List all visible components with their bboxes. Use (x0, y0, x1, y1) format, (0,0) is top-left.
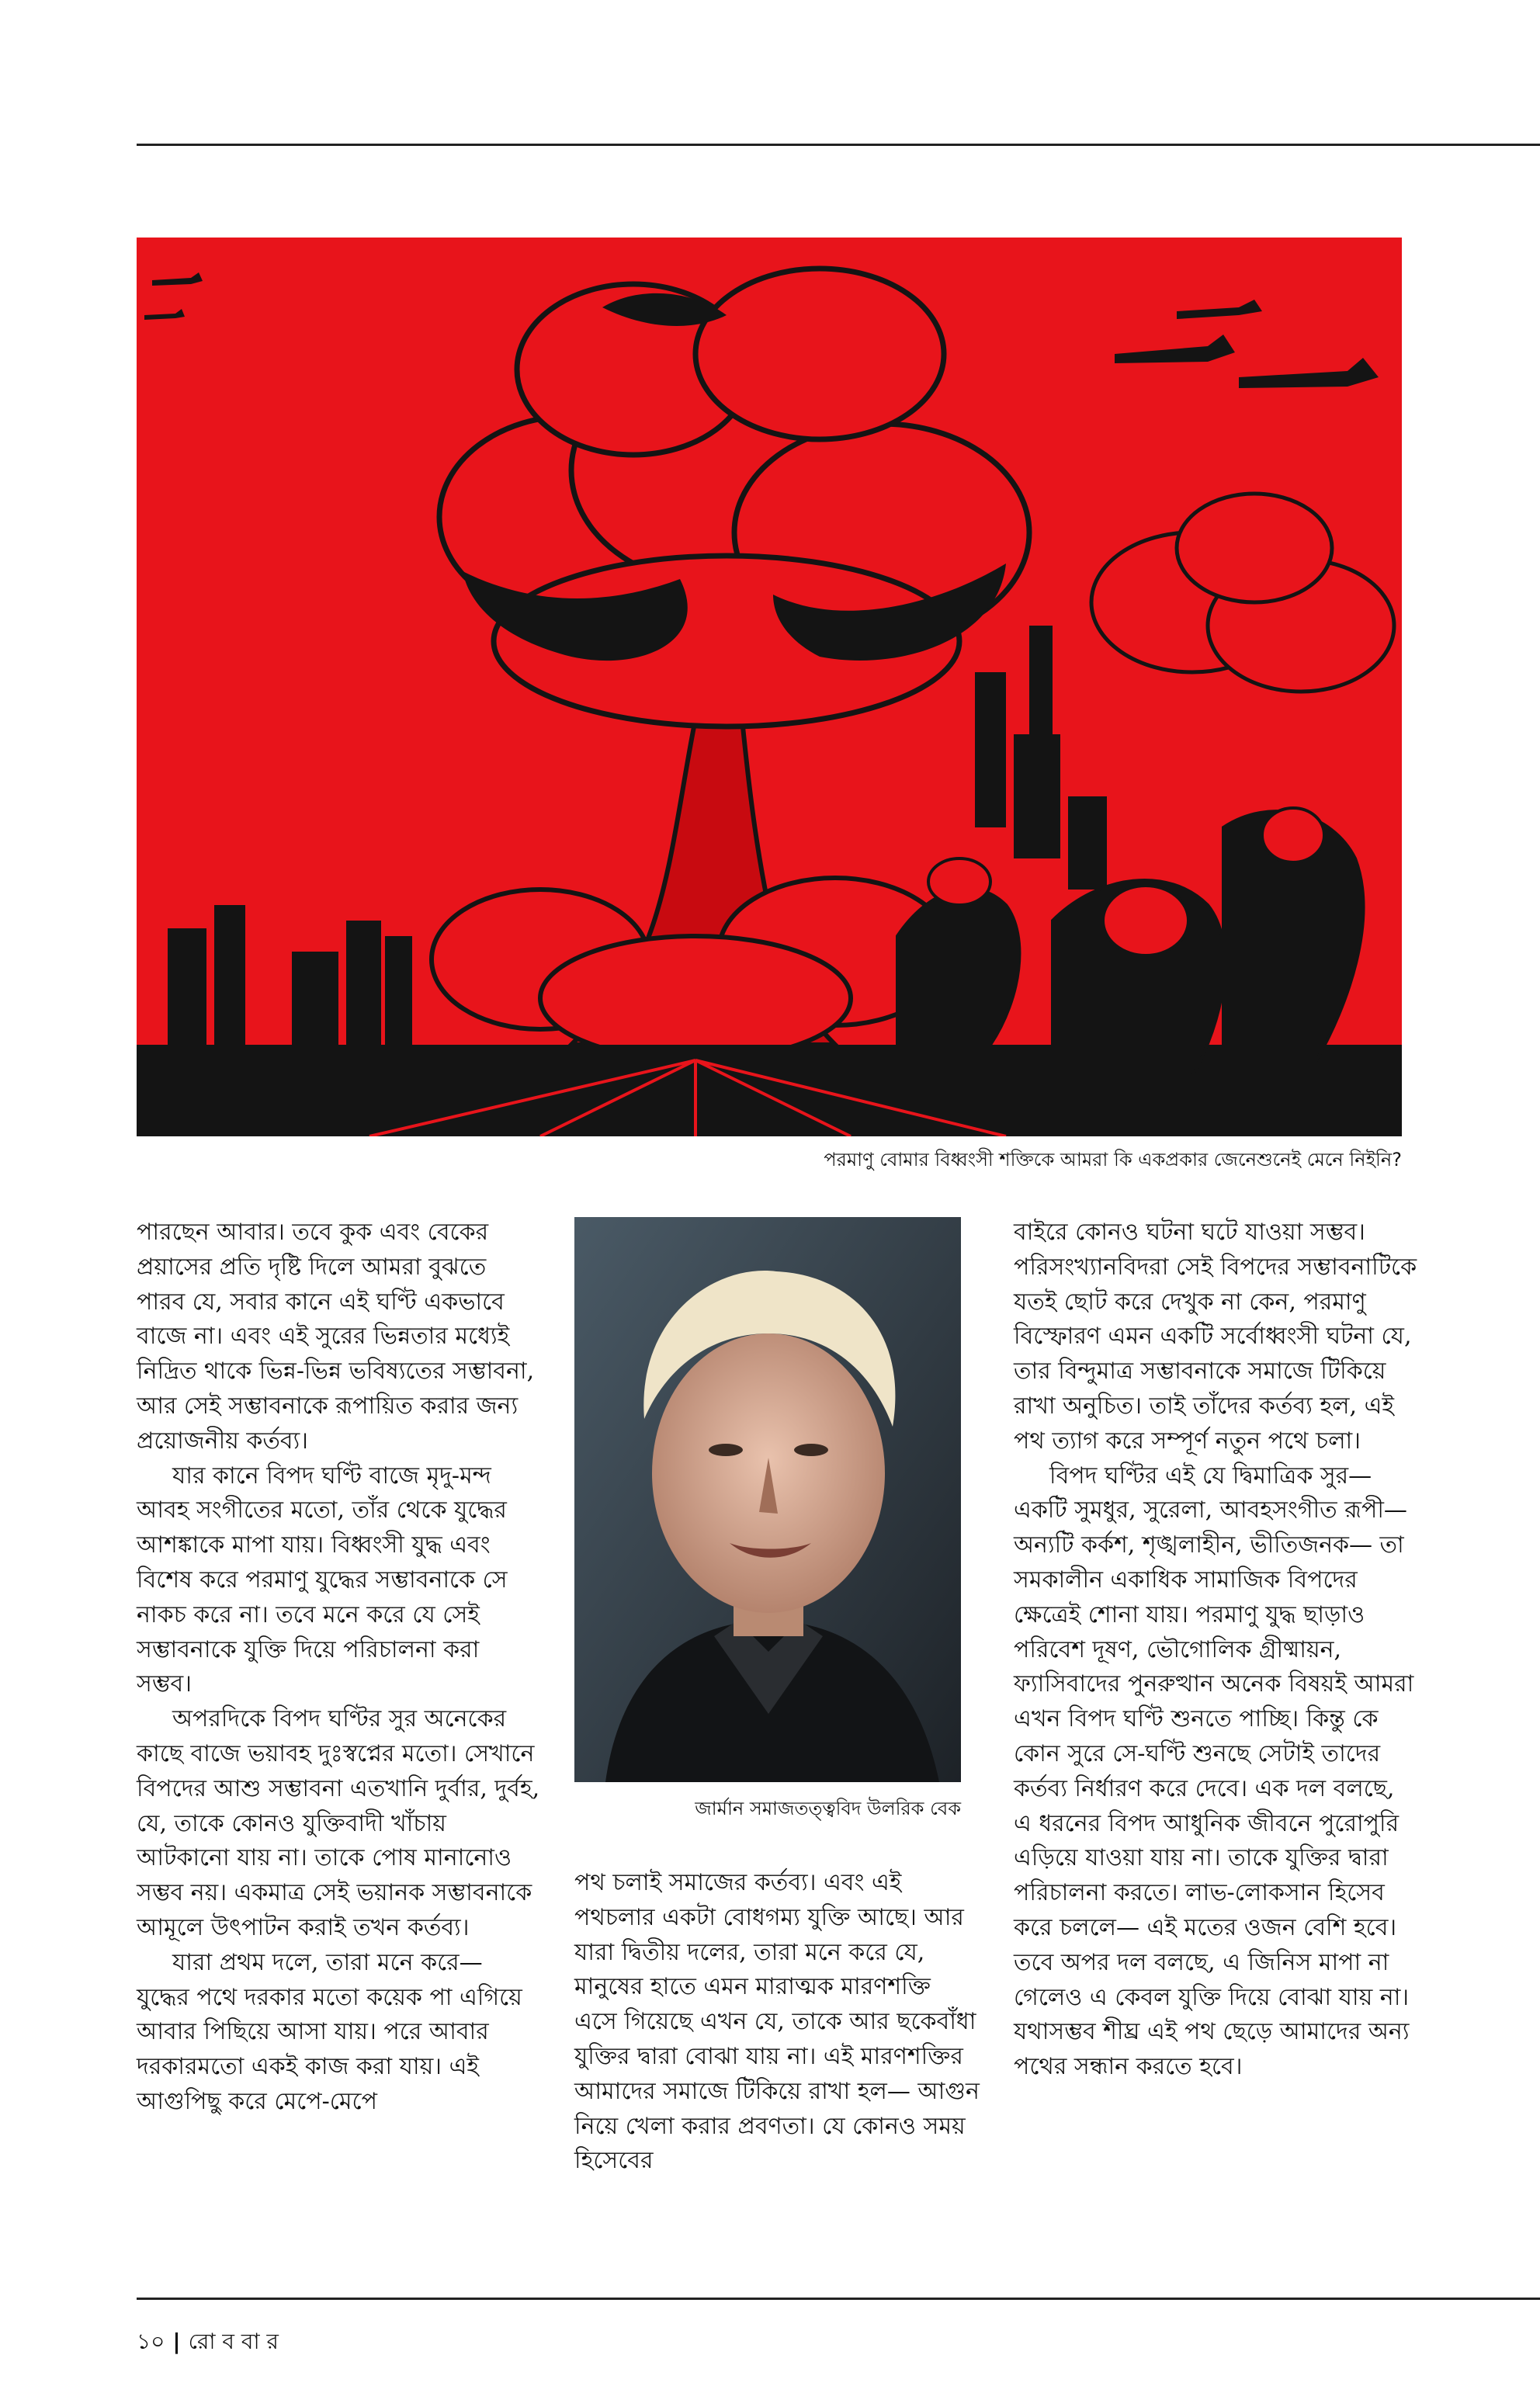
right-eye (794, 1444, 828, 1456)
magazine-name: রো ব বা র (188, 2329, 279, 2354)
paragraph: পথ চলাই সমাজের কর্তব্য। এবং এই পথচলার একটা বোধগম্য যুক্তি আছে। আর যারা দ্বিতীয় দলের, তারা মনে করে যে, মানুষের হাতে এমন মারাত্মক মারণশক্তি এসে গিয়েছে এখন যে, তাকে আর ছকেবাঁধা যুক্তির দ্বারা বোঝা যায় না। এই মারণশক্তির আমাদের সমাজে টিকিয়ে রাখা হল— আগুন নিয়ে খেলা করার প্রবণতা। যে কোনও সময় হিসেবের (574, 1869, 980, 2175)
nuclear-war-illustration (137, 238, 1402, 1136)
paragraph: বাইরে কোনও ঘটনা ঘটে যাওয়া সম্ভব। পরিসংখ্যানবিদরা সেই বিপদের সম্ভাবনাটিকে যতই ছোট করে দেখুক না কেন, পরমাণু বিস্ফোরণ এমন একটি সর্বোধ্বংসী ঘটনা যে, তার বিন্দুমাত্র সম্ভাবনাকে সমাজে টিকিয়ে রাখা অনুচিত। তাই তাঁদের কর্তব্য হল, এই পথ ত্যাগ করে সম্পূর্ণ নতুন পথে চলা। (1014, 1219, 1417, 1455)
portrait-photo (574, 1217, 961, 1782)
paragraph: যারা প্রথম দলে, তারা মনে করে— যুদ্ধের পথে দরকার মতো কয়েক পা এগিয়ে আবার পিছিয়ে আসা যায়। পরে আবার দরকারমতো একই কাজ করা যায়। এই আগুপিছু করে মেপে-মেপে (137, 1948, 522, 2115)
illustration-caption: পরমাণু বোমার বিধ্বংসী শক্তিকে আমরা কি একপ্রকার জেনেশুনেই মেনে নিইনি? (824, 1149, 1402, 1170)
footer-separator: | (172, 2329, 181, 2354)
ground (137, 1045, 1402, 1136)
page-number: ১০ (137, 2329, 165, 2354)
paragraph: অপরদিকে বিপদ ঘণ্টির সুর অনেকের কাছে বাজে ভয়াবহ দুঃস্বপ্নের মতো। সেখানে বিপদের আশু সম্ভাবনা এতখানি দুর্বার, দুর্বহ, যে, তাকে কোনও যুক্তিবাদী খাঁচায় আটকানো যায় না। তাকে পোষ মানানোও সম্ভব নয়। একমাত্র সেই ভয়ানক সম্ভাবনাকে আমূলে উৎপাটন করাই তখন কর্তব্য। (137, 1705, 540, 1941)
mushroom-cap (439, 269, 1029, 727)
page-footer (137, 2325, 279, 2361)
bottom-rule (137, 2298, 1540, 2300)
top-rule (137, 144, 1540, 146)
paragraph: বিপদ ঘণ্টির এই যে দ্বিমাত্রিক সুর— একটি সুমধুর, সুরেলা, আবহসংগীত রূপী— অন্যটি কর্কশ, শৃঙ্খলাহীন, ভীতিজনক— তা সমকালীন একাধিক সামাজিক বিপদের ক্ষেত্রেই শোনা যায়। পরমাণু যুদ্ধ ছাড়াও পরিবেশ দূষণ, ভৌগোলিক গ্রীষ্মায়ন, ফ্যাসিবাদের পুনরুত্থান অনেক বিষয়ই আমরা এখন বিপদ ঘণ্টি শুনতে পাচ্ছি। কিন্তু কে কোন সুরে সে-ঘণ্টি শুনছে সেটাই তাদের কর্তব্য নির্ধারণ করে দেবে। এক দল বলছে, এ ধরনের বিপদ আধুনিক জীবনে পুরোপুরি এড়িয়ে যাওয়া যায় না। তাকে যুক্তির দ্বারা পরিচালনা করতে। লাভ-লোকসান হিসেব করে চললে— এই মতের ওজন বেশি হবে। তবে অপর দল বলছে, এ জিনিস মাপা না গেলেও এ কেবল যুক্তি দিয়ে বোঝা যায় না। যথাসম্ভব শীঘ্র এই পথ ছেড়ে আমাদের অন্য পথের সন্ধান করতে হবে। (1014, 1462, 1414, 2081)
article-column-3 (1014, 1216, 1417, 2085)
portrait-caption: জার্মান সমাজতত্ত্ববিদ উলরিক বেক (695, 1798, 961, 1819)
article-column-1 (137, 1216, 540, 2120)
paragraph: পারছেন আবার। তবে কুক এবং বেকের প্রয়াসের প্রতি দৃষ্টি দিলে আমরা বুঝতে পারব যে, সবার কানে এই ঘণ্টি একভাবে বাজে না। এবং এই সুরের ভিন্নতার মধ্যেই নিদ্রিত থাকে ভিন্ন-ভিন্ন ভবিষ্যতের সম্ভাবনা, আর সেই সম্ভাবনাকে রূপায়িত করার জন্য প্রয়োজনীয় কর্তব্য। (137, 1219, 535, 1455)
article-column-2 (574, 1866, 980, 2179)
paragraph: যার কানে বিপদ ঘণ্টি বাজে মৃদু-মন্দ আবহ সংগীতের মতো, তাঁর থেকে যুদ্ধের আশঙ্কাকে মাপা যায়। বিধ্বংসী যুদ্ধ এবং বিশেষ করে পরমাণু যুদ্ধের সম্ভাবনাকে সে নাকচ করে না। তবে মনে করে যে সেই সম্ভাবনাকে যুক্তি দিয়ে পরিচালনা করা সম্ভব। (137, 1462, 508, 1698)
left-eye (709, 1444, 743, 1456)
